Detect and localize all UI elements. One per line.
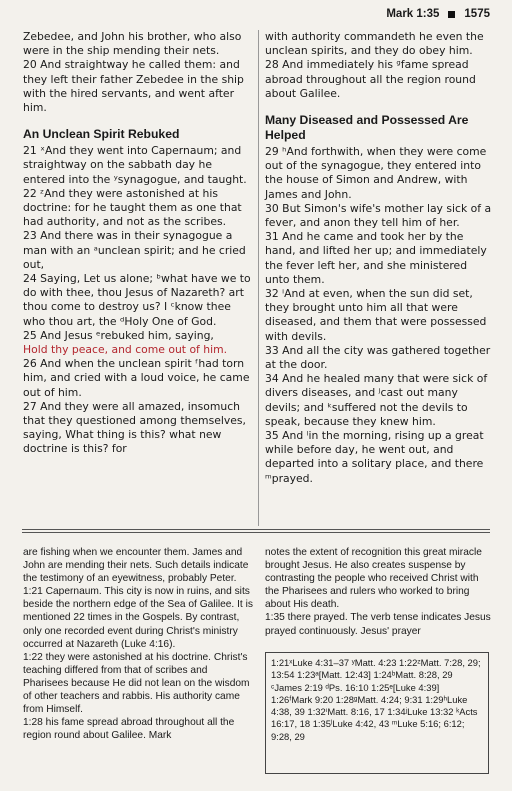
scripture-left-column	[23, 30, 253, 457]
words-of-christ: Hold thy peace, and come out of him.	[23, 343, 228, 357]
cross-references: 1:21ˣLuke 4:31–37 ʸMatt. 4:23 1:22ᶻMatt. 7:28, 29; 13:54 1:23ᵃ[Matt. 12:43] 1:24ᵇMatt. 8:28, 29 ᶜJames 2:19 ᵈPs. 16:10 1:25ᵉ[Luke 4:39] 1:26ᶠMark 9:20 1:28ᵍMatt. 4:24; 9:31 1:29ʰLuke 4:38, 39 1:32ⁱMatt. 8:16, 17 1:34ʲLuke 13:32 ᵏActs 16:17, 18 1:35ˡLuke 4:42, 43 ᵐLuke 5:16; 6:12; 9:28, 29	[271, 657, 481, 742]
study-note: notes the extent of recognition this great miracle brought Jesus. He also creates suspense by contrasting the people who received Christ with the Pharisees and rulers who worked to bring about His death.	[265, 547, 482, 611]
verse-text: 25 And Jesus ᵉrebuked him, saying,	[23, 328, 214, 342]
study-notes-left	[23, 546, 255, 742]
study-note: are fishing when we encounter them. James and John are mending their nets. Such details indicate the testimony of an eyewitness, probably Peter.	[23, 547, 249, 585]
verse-text: Zebedee, and John his brother, who also were in the ship mending their nets.	[23, 30, 242, 58]
study-note: 1:22 they were astonished at his doctrine. Christ's teaching differed from that of scribes and Pharisees because He did not lean on the wisdom of other teachers and rabbis. His authority came from Himself.	[23, 651, 250, 716]
page-header	[386, 8, 490, 20]
page-number: 1575	[464, 8, 490, 20]
section-heading: Many Diseased and Possessed Are Helped	[265, 113, 469, 143]
verse-text: 24 Saying, Let us alone; ᵇwhat have we to do with thee, thou Jesus of Nazareth? art thou come to destroy us? I ᶜknow thee who thou art, the ᵈHoly One of God.	[23, 272, 251, 328]
column-divider	[258, 30, 259, 526]
verse-text: 29 ʰAnd forthwith, when they were come out of the synagogue, they entered into the house of Simon and Andrew, with James and John.	[265, 145, 487, 201]
verse-text: 21 ˣAnd they went into Capernaum; and straightway on the sabbath day he entered into the ʸsynagogue, and taught.	[23, 144, 247, 186]
verse-text: 34 And he healed many that were sick of divers diseases, and ʲcast out many devils; and ᵏsuffered not the devils to speak, because they knew him.	[265, 372, 488, 428]
verse-text: 23 And there was in their synagogue a man with an ᵃunclean spirit; and he cried out,	[23, 229, 246, 271]
study-note: 1:28 his fame spread abroad throughout all the region round about Galilee. Mark	[23, 717, 235, 742]
verse-text: 26 And when the unclean spirit ᶠhad torn him, and cried with a loud voice, he came out of him.	[23, 357, 250, 399]
verse-text: 33 And all the city was gathered together at the door.	[265, 343, 491, 372]
study-note: 1:21 Capernaum. This city is now in ruins, and sits beside the northern edge of the Sea of Galilee. It is mentioned 22 times in the Gospels. By contrast, only one recorded event during Christ's ministry occurred at Nazareth (Luke 4:16).	[23, 586, 253, 650]
verse-text: 27 And they were all amazed, insomuch that they questioned among themselves, saying, What thing is this? what new doctrine is this? for	[23, 399, 246, 456]
study-notes-right	[265, 546, 493, 638]
verse-text: 22 ᶻAnd they were astonished at his doctrine: for he taught them as one that had authority, and not as the scribes.	[23, 186, 242, 229]
verse-text: 32 ⁱAnd at even, when the sun did set, they brought unto him all that were diseased, and them that were possessed with devils.	[265, 287, 487, 343]
cross-reference-box	[265, 652, 489, 774]
separator-square-icon	[448, 11, 455, 18]
study-note: 1:35 there prayed. The verb tense indicates Jesus prayed continuously. Jesus' prayer	[265, 612, 491, 637]
verse-text: 31 And he came and took her by the hand, and lifted her up; and immediately the fever left her, and she ministered unto them.	[265, 230, 487, 286]
verse-text: 20 And straightway he called them: and they left their father Zebedee in the ship with the hired servants, and went after him.	[23, 58, 244, 115]
verse-text: 28 And immediately his ᵍfame spread abroad throughout all the region round about Galilee.	[265, 58, 476, 100]
verse-text: 30 But Simon's wife's mother lay sick of a fever, and anon they tell him of her.	[265, 201, 492, 230]
notes-divider	[22, 529, 490, 530]
scripture-right-column	[265, 30, 493, 486]
verse-text: with authority commandeth he even the unclean spirits, and they do obey him.	[265, 30, 484, 58]
notes-divider	[22, 532, 490, 533]
section-heading: An Unclean Spirit Rebuked	[23, 127, 180, 142]
running-head: Mark 1:35	[386, 8, 440, 20]
verse-text: 35 And ˡin the morning, rising up a great while before day, he went out, and departed into a solitary place, and there ᵐprayed.	[265, 429, 484, 485]
